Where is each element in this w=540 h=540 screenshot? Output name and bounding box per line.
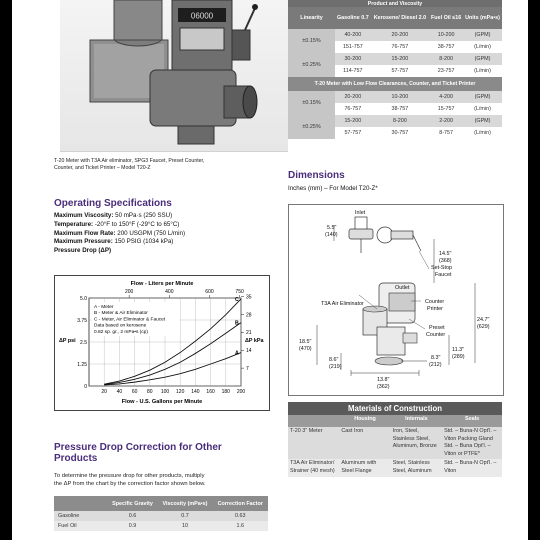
dim-label-preset-counter: Counter — [426, 332, 446, 338]
y-tick-label: 0 — [84, 383, 87, 390]
materials-table — [288, 415, 502, 477]
cell: 38-757 — [391, 106, 409, 112]
dim-label: 13.8" — [377, 377, 390, 383]
cell: (L/min) — [474, 106, 491, 112]
caption-line-1: T-20 Meter with T3A Air eliminator, SPG3 Faucet, Preset Counter, — [54, 158, 205, 164]
photo-caption — [54, 158, 284, 172]
table-row — [288, 115, 502, 127]
correction-table — [54, 496, 268, 531]
cell: 30-200 — [335, 53, 371, 65]
cell: Aluminum with Steel Flange — [339, 459, 390, 476]
x-tick-label: 200 — [236, 389, 246, 395]
top-tick-label: 750 — [235, 289, 244, 295]
table-row — [288, 53, 502, 65]
dim-label: 24.7" — [477, 317, 490, 323]
correction-intro-line-2: the ΔP from the chart by the correction factor shown below. — [54, 481, 206, 487]
legend-entry: C - Meter, Air Eliminator & Faucet — [94, 317, 166, 323]
legend-entry: A - Meter — [94, 305, 114, 310]
y-tick-label: 3.75 — [77, 317, 87, 324]
y-tick-label: 5.0 — [80, 295, 87, 302]
cell: 2-200 — [429, 115, 463, 127]
chart-xlabel: Flow - U.S. Gallons per Minute — [121, 399, 203, 405]
cell: Std. – Buna-N Opt'l. – Viton — [442, 459, 502, 476]
materials-title: Materials of Construction — [288, 402, 502, 415]
correction-title-line-2: Products — [54, 453, 98, 464]
dim-label: 5.5" — [327, 225, 337, 231]
cell: Gasoline — [54, 511, 108, 521]
cell: (GPM) — [463, 53, 502, 65]
table-row — [288, 459, 502, 476]
table-row — [288, 427, 502, 459]
dim-label: (212) — [429, 362, 442, 368]
dim-label-setstop: Set-Stop — [431, 265, 452, 271]
dim-label-counter: Counter — [425, 299, 445, 305]
viscosity-table — [288, 0, 502, 139]
series-label-b: B — [235, 320, 239, 327]
dim-label: 8.6" — [329, 357, 339, 363]
cell: (GPM) — [463, 91, 502, 103]
x-tick-label: 20 — [101, 389, 107, 395]
cell: 15-757 — [437, 106, 455, 112]
table-top-header: Product and Viscosity — [288, 0, 502, 7]
dim-label: 8.3" — [431, 355, 441, 361]
cell: 15-200 — [371, 53, 430, 65]
table-row — [288, 29, 502, 41]
cell: Cast Iron — [339, 427, 390, 459]
cell: (GPM) — [463, 29, 502, 41]
cell: 0.9 — [108, 521, 158, 531]
y-tick-label: 1.25 — [77, 361, 87, 368]
col-header: Correction Factor — [213, 496, 268, 511]
x-tick-label: 80 — [147, 389, 153, 395]
col-header: Kerosene/ Diesel 2.0 — [371, 7, 430, 29]
cell: 40-200 — [335, 29, 371, 41]
legend-entry: B - Meter & Air Eliminator — [94, 311, 148, 317]
legend-entry: Data based on kerosene — [94, 323, 147, 329]
dim-label: 14.5" — [439, 251, 452, 257]
cell: ±0.25% — [288, 115, 335, 139]
dim-label-printer: Printer — [427, 306, 443, 312]
cell: 20-200 — [371, 29, 430, 41]
spec-value: -20°F to 150°F (-29°C to 65°C) — [94, 220, 180, 228]
cell: ±0.15% — [288, 29, 335, 53]
spec-label: Maximum Flow Rate: — [54, 229, 116, 237]
col-header: Housing — [339, 415, 390, 427]
pressure-drop-chart — [54, 275, 270, 411]
cell: Fuel Oil — [54, 521, 108, 531]
cell: 0.6 — [108, 511, 158, 521]
spec-value: 150 PSIG (1034 kPa) — [114, 238, 174, 246]
spec-item — [54, 212, 284, 221]
spec-item — [54, 230, 284, 239]
col-header: Linearity — [288, 7, 335, 29]
x-tick-label: 180 — [221, 389, 230, 395]
dim-label: 11.3" — [452, 347, 465, 353]
section-header: T-20 Meter with Low Flow Clearances, Counter, and Ticket Printer — [288, 77, 502, 91]
cell: 0.7 — [157, 511, 212, 521]
cell: Iron, Steel, Stainless Steel, Aluminum, Bronze — [391, 427, 442, 459]
cell: (GPM) — [463, 115, 502, 127]
col-header: Internals — [391, 415, 442, 427]
meter-photo — [60, 0, 288, 152]
chart-svg — [55, 276, 269, 410]
right-tick-label: 28 — [246, 312, 252, 319]
x-tick-label: 40 — [116, 389, 123, 395]
cell: 20-200 — [335, 91, 371, 103]
spec-item — [54, 238, 284, 247]
right-tick-label: 35 — [246, 294, 252, 301]
cell: ±0.25% — [288, 53, 335, 77]
spec-sheet-page — [12, 0, 528, 540]
legend-entry: 0.82 sp. gr., 2 mPa•s (cp) — [94, 329, 148, 335]
dim-label: (362) — [377, 384, 390, 390]
dim-label-faucet: Faucet — [435, 272, 452, 278]
cell: 15-200 — [335, 115, 371, 127]
chart-ylabel-left: ΔP psi — [59, 338, 76, 344]
y-tick-label: 2.5 — [80, 339, 87, 346]
meter-illustration — [60, 0, 288, 152]
dimensions-subtitle: Inches (mm) – For Model T20-Z* — [288, 185, 378, 192]
dimension-drawing — [288, 204, 504, 396]
cell: 76-757 — [391, 44, 409, 50]
spec-value: 200 USGPM (750 L/min) — [117, 229, 186, 237]
caption-line-2: Counter, and Ticket Printer – Model T20-Z — [54, 165, 151, 171]
right-tick-label: 7 — [246, 365, 249, 372]
col-header: Seals — [442, 415, 502, 427]
cell: ±0.15% — [288, 91, 335, 115]
dim-label-preset: Preset — [429, 325, 445, 331]
cell: 151-757 — [342, 44, 363, 50]
top-tick-label: 200 — [124, 289, 134, 295]
cell: 8-200 — [371, 115, 430, 127]
cell: 8-757 — [439, 130, 454, 136]
col-header: Units (mPa•s) — [463, 7, 502, 29]
cell: 10-200 — [371, 91, 430, 103]
x-tick-label: 120 — [176, 389, 185, 395]
cell: (L/min) — [474, 130, 491, 136]
col-header: Specific Gravity — [108, 496, 158, 511]
dim-label-t3a: T3A Air Eliminator — [321, 301, 364, 307]
correction-intro-line-1: To determine the pressure drop for other products, multiply — [54, 473, 205, 479]
dim-label-inlet: Inlet — [355, 210, 366, 216]
cell: Std. – Buna-N Opt'l. – Viton Packing Gland Std. – Buna Opt'l. – Viton or PTFE* — [442, 427, 502, 459]
cell: 10 — [157, 521, 212, 531]
cell: (L/min) — [474, 68, 491, 74]
dim-label: (368) — [439, 258, 452, 264]
cell: 57-757 — [391, 68, 409, 74]
table-row — [54, 521, 268, 531]
specs-title: Operating Specifications — [54, 198, 172, 209]
cell: 1.6 — [213, 521, 268, 531]
cell: Steel, Stainless Steel, Aluminum — [391, 459, 442, 476]
spec-value: 50 mPa·s (250 SSU) — [115, 212, 173, 219]
col-header: Viscosity (mPa•s) — [157, 496, 212, 511]
dim-label: (140) — [325, 232, 338, 238]
dim-label: (289) — [452, 354, 465, 360]
correction-intro — [54, 472, 284, 488]
right-tick-label: 21 — [246, 330, 252, 337]
col-header — [54, 496, 108, 511]
cell: 76-757 — [344, 106, 362, 112]
cell: 0.63 — [213, 511, 268, 521]
pressure-drop-label: Pressure Drop (ΔP) — [54, 247, 112, 255]
specs-list — [54, 212, 284, 256]
cell: 23-757 — [437, 68, 455, 74]
right-tick-label: 14 — [246, 348, 252, 355]
top-tick-label: 400 — [165, 289, 174, 295]
x-tick-label: 60 — [131, 389, 138, 395]
table-row — [54, 511, 268, 521]
cell: 10-200 — [429, 29, 463, 41]
dim-label: (219) — [329, 364, 342, 370]
dim-label: 18.5" — [299, 339, 312, 345]
cell: 30-757 — [391, 130, 409, 136]
dim-label: (629) — [477, 324, 490, 330]
top-tick-label: 600 — [205, 289, 214, 295]
cell: (L/min) — [474, 44, 491, 50]
dim-label: (470) — [299, 346, 312, 352]
series-label-c: C — [235, 296, 239, 303]
table-row — [288, 91, 502, 103]
spec-label: Maximum Pressure: — [54, 238, 113, 246]
correction-title-line-1: Pressure Drop Correction for Other — [54, 442, 222, 453]
cell: T3A Air Eliminator/ Strainer (40 mesh) — [288, 459, 339, 476]
chart-title: Flow - Liters per Minute — [130, 281, 194, 287]
cell: 4-200 — [429, 91, 463, 103]
dimensions-title: Dimensions — [288, 170, 345, 181]
x-tick-label: 160 — [206, 389, 215, 395]
x-tick-label: 100 — [160, 389, 170, 395]
chart-ylabel-right: ΔP kPa — [245, 338, 264, 344]
cell: T-20 3" Meter — [288, 427, 339, 459]
spec-label: Maximum Viscosity: — [54, 212, 114, 219]
x-tick-label: 140 — [191, 389, 200, 395]
spec-label: Temperature: — [54, 220, 94, 228]
spec-item — [54, 221, 284, 230]
cell: 38-757 — [437, 44, 455, 50]
cell: 114-757 — [343, 68, 363, 74]
col-header: Gasoline 0.7 — [335, 7, 371, 29]
counter-digits: 06000 — [190, 11, 214, 21]
correction-title — [54, 442, 284, 464]
series-label-a: A — [235, 350, 239, 357]
dim-label-outlet: Outlet — [395, 285, 410, 291]
dimension-diagram — [289, 205, 503, 395]
cell: 8-200 — [429, 53, 463, 65]
col-header: Fuel Oil ≤16 — [429, 7, 463, 29]
cell: 57-757 — [344, 130, 362, 136]
spec-item — [54, 247, 284, 256]
col-header — [288, 415, 339, 427]
